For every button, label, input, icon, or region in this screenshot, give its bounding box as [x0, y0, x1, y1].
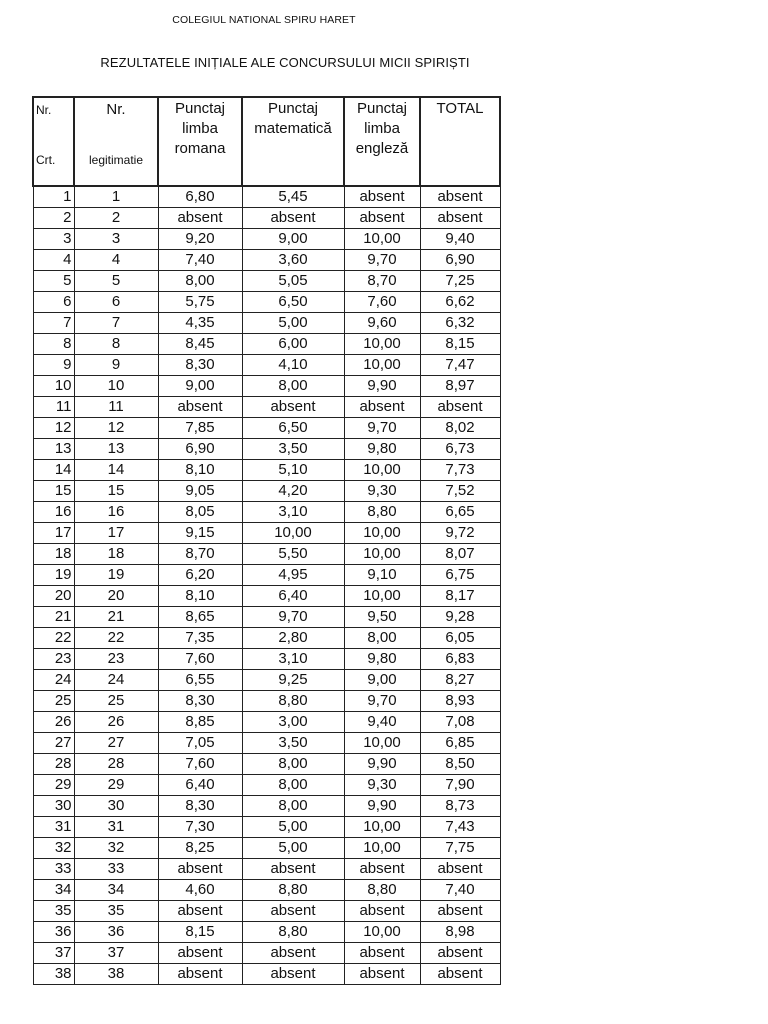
- header-romana-line: romana: [174, 140, 226, 157]
- cell-nr-crt: 20: [33, 586, 74, 607]
- header-matematica-line: matematică: [254, 120, 332, 137]
- cell-nr-crt: 3: [33, 229, 74, 250]
- cell-nr-legitimatie: 6: [74, 292, 158, 313]
- cell-nr-legitimatie: 19: [74, 565, 158, 586]
- cell-total: 8,27: [420, 670, 500, 691]
- cell-total: 8,50: [420, 754, 500, 775]
- cell-nr-crt: 18: [33, 544, 74, 565]
- cell-romana: 8,70: [158, 544, 242, 565]
- header-engleza-line: engleză: [355, 140, 409, 157]
- cell-nr-crt: 24: [33, 670, 74, 691]
- table-row: [33, 481, 500, 502]
- cell-matematica: 3,10: [242, 502, 344, 523]
- cell-nr-legitimatie: 12: [74, 418, 158, 439]
- header-nr-crt: [33, 97, 74, 186]
- cell-romana: absent: [158, 859, 242, 880]
- cell-total: 7,40: [420, 880, 500, 901]
- cell-matematica: 8,00: [242, 775, 344, 796]
- cell-engleza: 8,70: [344, 271, 420, 292]
- cell-engleza: 9,90: [344, 754, 420, 775]
- cell-nr-crt: 33: [33, 859, 74, 880]
- cell-engleza: 7,60: [344, 292, 420, 313]
- cell-romana: 8,85: [158, 712, 242, 733]
- table-row: [33, 376, 500, 397]
- cell-total: 6,75: [420, 565, 500, 586]
- cell-engleza: absent: [344, 186, 420, 208]
- cell-nr-legitimatie: 29: [74, 775, 158, 796]
- table-row: [33, 229, 500, 250]
- cell-matematica: 9,70: [242, 607, 344, 628]
- cell-nr-legitimatie: 37: [74, 943, 158, 964]
- cell-nr-crt: 38: [33, 964, 74, 985]
- table-row: [33, 313, 500, 334]
- table-row: [33, 670, 500, 691]
- cell-total: 8,98: [420, 922, 500, 943]
- cell-nr-legitimatie: 4: [74, 250, 158, 271]
- cell-romana: 9,05: [158, 481, 242, 502]
- table-row: [33, 628, 500, 649]
- cell-total: 7,75: [420, 838, 500, 859]
- cell-engleza: 10,00: [344, 523, 420, 544]
- cell-romana: 9,00: [158, 376, 242, 397]
- cell-nr-crt: 15: [33, 481, 74, 502]
- cell-total: 6,62: [420, 292, 500, 313]
- cell-engleza: 9,40: [344, 712, 420, 733]
- cell-romana: 7,60: [158, 649, 242, 670]
- header-nr-legitimatie-top: Nr.: [106, 101, 126, 118]
- cell-matematica: 3,60: [242, 250, 344, 271]
- cell-matematica: 8,00: [242, 754, 344, 775]
- header-engleza-line: Punctaj: [356, 100, 408, 117]
- cell-engleza: absent: [344, 901, 420, 922]
- table-row: [33, 880, 500, 901]
- cell-nr-legitimatie: 15: [74, 481, 158, 502]
- cell-matematica: 6,40: [242, 586, 344, 607]
- table-row: [33, 186, 500, 208]
- cell-total: absent: [420, 964, 500, 985]
- cell-engleza: 8,00: [344, 628, 420, 649]
- cell-nr-crt: 14: [33, 460, 74, 481]
- cell-matematica: 8,80: [242, 880, 344, 901]
- cell-matematica: 5,05: [242, 271, 344, 292]
- cell-total: 6,05: [420, 628, 500, 649]
- cell-matematica: 3,00: [242, 712, 344, 733]
- cell-nr-crt: 12: [33, 418, 74, 439]
- cell-romana: 8,05: [158, 502, 242, 523]
- cell-romana: 7,30: [158, 817, 242, 838]
- cell-matematica: 9,25: [242, 670, 344, 691]
- cell-matematica: 9,00: [242, 229, 344, 250]
- cell-nr-legitimatie: 13: [74, 439, 158, 460]
- cell-nr-legitimatie: 14: [74, 460, 158, 481]
- cell-matematica: 10,00: [242, 523, 344, 544]
- cell-engleza: absent: [344, 397, 420, 418]
- cell-total: 8,93: [420, 691, 500, 712]
- header-nr-legitimatie-bottom: legitimatie: [88, 153, 144, 167]
- cell-engleza: 9,70: [344, 418, 420, 439]
- cell-engleza: absent: [344, 964, 420, 985]
- cell-romana: 8,00: [158, 271, 242, 292]
- cell-nr-legitimatie: 25: [74, 691, 158, 712]
- cell-matematica: 4,95: [242, 565, 344, 586]
- table-row: [33, 250, 500, 271]
- cell-engleza: 8,80: [344, 502, 420, 523]
- cell-total: absent: [420, 208, 500, 229]
- table-row: [33, 712, 500, 733]
- cell-nr-crt: 17: [33, 523, 74, 544]
- table-row: [33, 439, 500, 460]
- cell-nr-legitimatie: 30: [74, 796, 158, 817]
- cell-nr-crt: 7: [33, 313, 74, 334]
- cell-matematica: absent: [242, 943, 344, 964]
- cell-nr-legitimatie: 32: [74, 838, 158, 859]
- table-row: [33, 796, 500, 817]
- cell-engleza: 9,90: [344, 376, 420, 397]
- cell-matematica: 3,50: [242, 439, 344, 460]
- cell-total: 7,08: [420, 712, 500, 733]
- cell-matematica: 5,00: [242, 817, 344, 838]
- cell-total: 8,15: [420, 334, 500, 355]
- table-row: [33, 754, 500, 775]
- cell-total: absent: [420, 859, 500, 880]
- cell-nr-legitimatie: 24: [74, 670, 158, 691]
- cell-engleza: 10,00: [344, 334, 420, 355]
- table-row: [33, 502, 500, 523]
- cell-total: 7,43: [420, 817, 500, 838]
- cell-engleza: 10,00: [344, 544, 420, 565]
- cell-romana: 8,30: [158, 796, 242, 817]
- cell-total: 8,17: [420, 586, 500, 607]
- table-row: [33, 943, 500, 964]
- table-row: [33, 607, 500, 628]
- cell-nr-crt: 25: [33, 691, 74, 712]
- cell-nr-crt: 22: [33, 628, 74, 649]
- cell-nr-crt: 35: [33, 901, 74, 922]
- cell-romana: 7,40: [158, 250, 242, 271]
- cell-nr-legitimatie: 23: [74, 649, 158, 670]
- table-body: [33, 186, 500, 985]
- cell-matematica: 3,10: [242, 649, 344, 670]
- cell-matematica: 3,50: [242, 733, 344, 754]
- cell-matematica: 6,00: [242, 334, 344, 355]
- header-romana-line: limba: [182, 120, 218, 137]
- cell-nr-legitimatie: 9: [74, 355, 158, 376]
- cell-total: 9,28: [420, 607, 500, 628]
- cell-engleza: 10,00: [344, 838, 420, 859]
- cell-nr-legitimatie: 3: [74, 229, 158, 250]
- cell-romana: 6,80: [158, 186, 242, 208]
- cell-total: 8,02: [420, 418, 500, 439]
- header-engleza-line: limba: [364, 120, 400, 137]
- cell-matematica: 5,10: [242, 460, 344, 481]
- cell-nr-legitimatie: 35: [74, 901, 158, 922]
- cell-nr-legitimatie: 8: [74, 334, 158, 355]
- cell-nr-legitimatie: 26: [74, 712, 158, 733]
- document-title: REZULTATELE INIȚIALE ALE CONCURSULUI MICII SPIRIȘTI: [100, 55, 470, 70]
- header-engleza: [344, 97, 420, 186]
- cell-nr-crt: 9: [33, 355, 74, 376]
- table-row: [33, 733, 500, 754]
- cell-matematica: absent: [242, 901, 344, 922]
- cell-romana: 8,10: [158, 586, 242, 607]
- cell-romana: 8,30: [158, 355, 242, 376]
- cell-engleza: 9,70: [344, 691, 420, 712]
- cell-total: 7,25: [420, 271, 500, 292]
- cell-nr-crt: 2: [33, 208, 74, 229]
- cell-total: absent: [420, 943, 500, 964]
- cell-total: 6,83: [420, 649, 500, 670]
- table-row: [33, 418, 500, 439]
- cell-engleza: 9,30: [344, 775, 420, 796]
- cell-romana: 8,10: [158, 460, 242, 481]
- cell-nr-crt: 29: [33, 775, 74, 796]
- cell-nr-legitimatie: 22: [74, 628, 158, 649]
- cell-matematica: absent: [242, 208, 344, 229]
- cell-romana: 8,25: [158, 838, 242, 859]
- cell-romana: 9,15: [158, 523, 242, 544]
- cell-engleza: 9,70: [344, 250, 420, 271]
- cell-nr-legitimatie: 21: [74, 607, 158, 628]
- cell-romana: absent: [158, 943, 242, 964]
- cell-matematica: 8,00: [242, 376, 344, 397]
- table-row: [33, 460, 500, 481]
- cell-romana: absent: [158, 208, 242, 229]
- results-table: [32, 96, 501, 985]
- cell-romana: 6,40: [158, 775, 242, 796]
- cell-nr-legitimatie: 17: [74, 523, 158, 544]
- cell-matematica: 4,20: [242, 481, 344, 502]
- cell-engleza: 10,00: [344, 460, 420, 481]
- header-matematica-line: Punctaj: [267, 100, 319, 117]
- table-row: [33, 649, 500, 670]
- cell-nr-crt: 27: [33, 733, 74, 754]
- cell-nr-legitimatie: 38: [74, 964, 158, 985]
- table-row: [33, 355, 500, 376]
- cell-matematica: 8,80: [242, 922, 344, 943]
- cell-engleza: 9,30: [344, 481, 420, 502]
- cell-nr-crt: 37: [33, 943, 74, 964]
- table-row: [33, 586, 500, 607]
- cell-engleza: absent: [344, 208, 420, 229]
- cell-total: absent: [420, 397, 500, 418]
- cell-matematica: 5,00: [242, 838, 344, 859]
- cell-nr-legitimatie: 33: [74, 859, 158, 880]
- cell-engleza: 10,00: [344, 586, 420, 607]
- cell-romana: 4,60: [158, 880, 242, 901]
- cell-nr-crt: 16: [33, 502, 74, 523]
- cell-engleza: 9,10: [344, 565, 420, 586]
- cell-nr-crt: 28: [33, 754, 74, 775]
- cell-romana: absent: [158, 964, 242, 985]
- cell-total: 6,32: [420, 313, 500, 334]
- cell-nr-legitimatie: 2: [74, 208, 158, 229]
- cell-total: 7,73: [420, 460, 500, 481]
- cell-nr-crt: 11: [33, 397, 74, 418]
- school-name: COLEGIUL NATIONAL SPIRU HARET: [172, 14, 356, 26]
- table-row: [33, 208, 500, 229]
- cell-engleza: absent: [344, 943, 420, 964]
- cell-total: 6,65: [420, 502, 500, 523]
- cell-total: 8,97: [420, 376, 500, 397]
- cell-romana: 7,60: [158, 754, 242, 775]
- table-row: [33, 544, 500, 565]
- table-header-row: [33, 97, 500, 186]
- cell-total: absent: [420, 186, 500, 208]
- cell-matematica: 8,00: [242, 796, 344, 817]
- cell-romana: 8,45: [158, 334, 242, 355]
- cell-romana: 8,65: [158, 607, 242, 628]
- cell-engleza: 10,00: [344, 355, 420, 376]
- cell-nr-crt: 8: [33, 334, 74, 355]
- table-row: [33, 817, 500, 838]
- cell-matematica: 5,50: [242, 544, 344, 565]
- cell-romana: 6,20: [158, 565, 242, 586]
- cell-matematica: 6,50: [242, 292, 344, 313]
- cell-engleza: 9,80: [344, 439, 420, 460]
- cell-nr-crt: 31: [33, 817, 74, 838]
- cell-engleza: 9,00: [344, 670, 420, 691]
- table-row: [33, 775, 500, 796]
- cell-nr-legitimatie: 16: [74, 502, 158, 523]
- cell-nr-crt: 26: [33, 712, 74, 733]
- cell-total: 6,85: [420, 733, 500, 754]
- cell-nr-legitimatie: 5: [74, 271, 158, 292]
- cell-nr-legitimatie: 34: [74, 880, 158, 901]
- cell-nr-crt: 32: [33, 838, 74, 859]
- cell-nr-legitimatie: 10: [74, 376, 158, 397]
- cell-romana: 6,55: [158, 670, 242, 691]
- header-total: TOTAL: [420, 97, 500, 186]
- cell-romana: 8,30: [158, 691, 242, 712]
- table-row: [33, 397, 500, 418]
- header-nr-legitimatie: [74, 97, 158, 186]
- cell-engleza: 8,80: [344, 880, 420, 901]
- cell-total: 8,73: [420, 796, 500, 817]
- header-nr-crt-bottom: Crt.: [36, 153, 56, 167]
- cell-engleza: 9,90: [344, 796, 420, 817]
- cell-matematica: 4,10: [242, 355, 344, 376]
- cell-nr-legitimatie: 11: [74, 397, 158, 418]
- cell-romana: 6,90: [158, 439, 242, 460]
- cell-total: 6,90: [420, 250, 500, 271]
- table-row: [33, 523, 500, 544]
- cell-engleza: 9,80: [344, 649, 420, 670]
- cell-romana: 5,75: [158, 292, 242, 313]
- cell-total: 9,72: [420, 523, 500, 544]
- cell-total: 7,90: [420, 775, 500, 796]
- cell-nr-crt: 30: [33, 796, 74, 817]
- cell-matematica: absent: [242, 964, 344, 985]
- cell-nr-legitimatie: 36: [74, 922, 158, 943]
- header-romana-line: Punctaj: [174, 100, 226, 117]
- header-nr-crt-top: Nr.: [36, 103, 52, 117]
- cell-nr-crt: 5: [33, 271, 74, 292]
- table-row: [33, 271, 500, 292]
- table-row: [33, 565, 500, 586]
- table-row: [33, 901, 500, 922]
- cell-nr-crt: 21: [33, 607, 74, 628]
- cell-nr-crt: 10: [33, 376, 74, 397]
- cell-nr-crt: 4: [33, 250, 74, 271]
- cell-nr-legitimatie: 28: [74, 754, 158, 775]
- cell-nr-crt: 13: [33, 439, 74, 460]
- cell-romana: 7,85: [158, 418, 242, 439]
- cell-total: 9,40: [420, 229, 500, 250]
- cell-nr-crt: 34: [33, 880, 74, 901]
- header-matematica: [242, 97, 344, 186]
- table-row: [33, 691, 500, 712]
- cell-total: 8,07: [420, 544, 500, 565]
- cell-total: absent: [420, 901, 500, 922]
- cell-matematica: absent: [242, 397, 344, 418]
- cell-matematica: absent: [242, 859, 344, 880]
- cell-engleza: 10,00: [344, 733, 420, 754]
- cell-nr-legitimatie: 7: [74, 313, 158, 334]
- cell-matematica: 2,80: [242, 628, 344, 649]
- cell-nr-crt: 23: [33, 649, 74, 670]
- cell-engleza: absent: [344, 859, 420, 880]
- cell-romana: absent: [158, 397, 242, 418]
- cell-engleza: 9,50: [344, 607, 420, 628]
- cell-engleza: 10,00: [344, 922, 420, 943]
- cell-nr-crt: 6: [33, 292, 74, 313]
- cell-total: 6,73: [420, 439, 500, 460]
- cell-nr-crt: 36: [33, 922, 74, 943]
- cell-nr-legitimatie: 1: [74, 186, 158, 208]
- cell-romana: 9,20: [158, 229, 242, 250]
- table-row: [33, 859, 500, 880]
- cell-matematica: 5,45: [242, 186, 344, 208]
- table-row: [33, 334, 500, 355]
- table-row: [33, 964, 500, 985]
- cell-matematica: 5,00: [242, 313, 344, 334]
- cell-nr-legitimatie: 27: [74, 733, 158, 754]
- cell-nr-crt: 19: [33, 565, 74, 586]
- table-row: [33, 922, 500, 943]
- cell-romana: absent: [158, 901, 242, 922]
- table-row: [33, 292, 500, 313]
- cell-nr-legitimatie: 31: [74, 817, 158, 838]
- cell-total: 7,47: [420, 355, 500, 376]
- cell-matematica: 6,50: [242, 418, 344, 439]
- cell-engleza: 10,00: [344, 817, 420, 838]
- cell-nr-legitimatie: 20: [74, 586, 158, 607]
- cell-engleza: 9,60: [344, 313, 420, 334]
- cell-matematica: 8,80: [242, 691, 344, 712]
- cell-romana: 7,05: [158, 733, 242, 754]
- cell-total: 7,52: [420, 481, 500, 502]
- cell-romana: 4,35: [158, 313, 242, 334]
- cell-romana: 8,15: [158, 922, 242, 943]
- cell-romana: 7,35: [158, 628, 242, 649]
- cell-nr-legitimatie: 18: [74, 544, 158, 565]
- header-romana: [158, 97, 242, 186]
- table-row: [33, 838, 500, 859]
- cell-engleza: 10,00: [344, 229, 420, 250]
- cell-nr-crt: 1: [33, 186, 74, 208]
